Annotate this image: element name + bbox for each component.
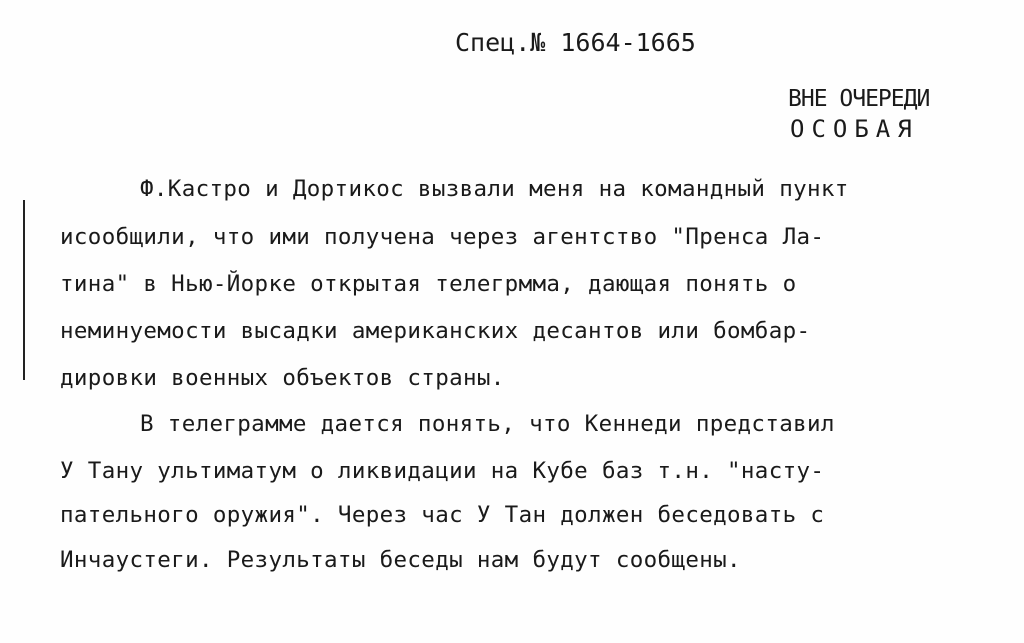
text-line: исообщили, что ими получена через агентство "Пренса Ла- [60,224,825,250]
text-line: пательного оружия". Через час У Тан должен беседовать с [60,502,825,528]
text-line: Ф.Кастро и Дортикос вызвали меня на командный пункт [140,176,849,202]
classification-marking: ОСОБАЯ [790,115,919,143]
text-line: дировки военных объектов страны. [60,365,505,391]
margin-line [23,200,25,380]
text-line: неминуемости высадки американских десантов или бомбар- [60,318,811,344]
text-line: У Тану ультиматум о ликвидации на Кубе баз т.н. "насту- [60,458,825,484]
text-line: В телеграмме дается понять, что Кеннеди представил [140,411,835,437]
document-code: Спец.№ 1664-1665 [455,28,696,57]
text-line: тина" в Нью-Йорке открытая телегрмма, дающая понять о [60,271,797,297]
priority-marking: ВНЕ ОЧЕРЕДИ [788,86,930,112]
text-line: Инчаустеги. Результаты беседы нам будут сообщены. [60,547,741,573]
